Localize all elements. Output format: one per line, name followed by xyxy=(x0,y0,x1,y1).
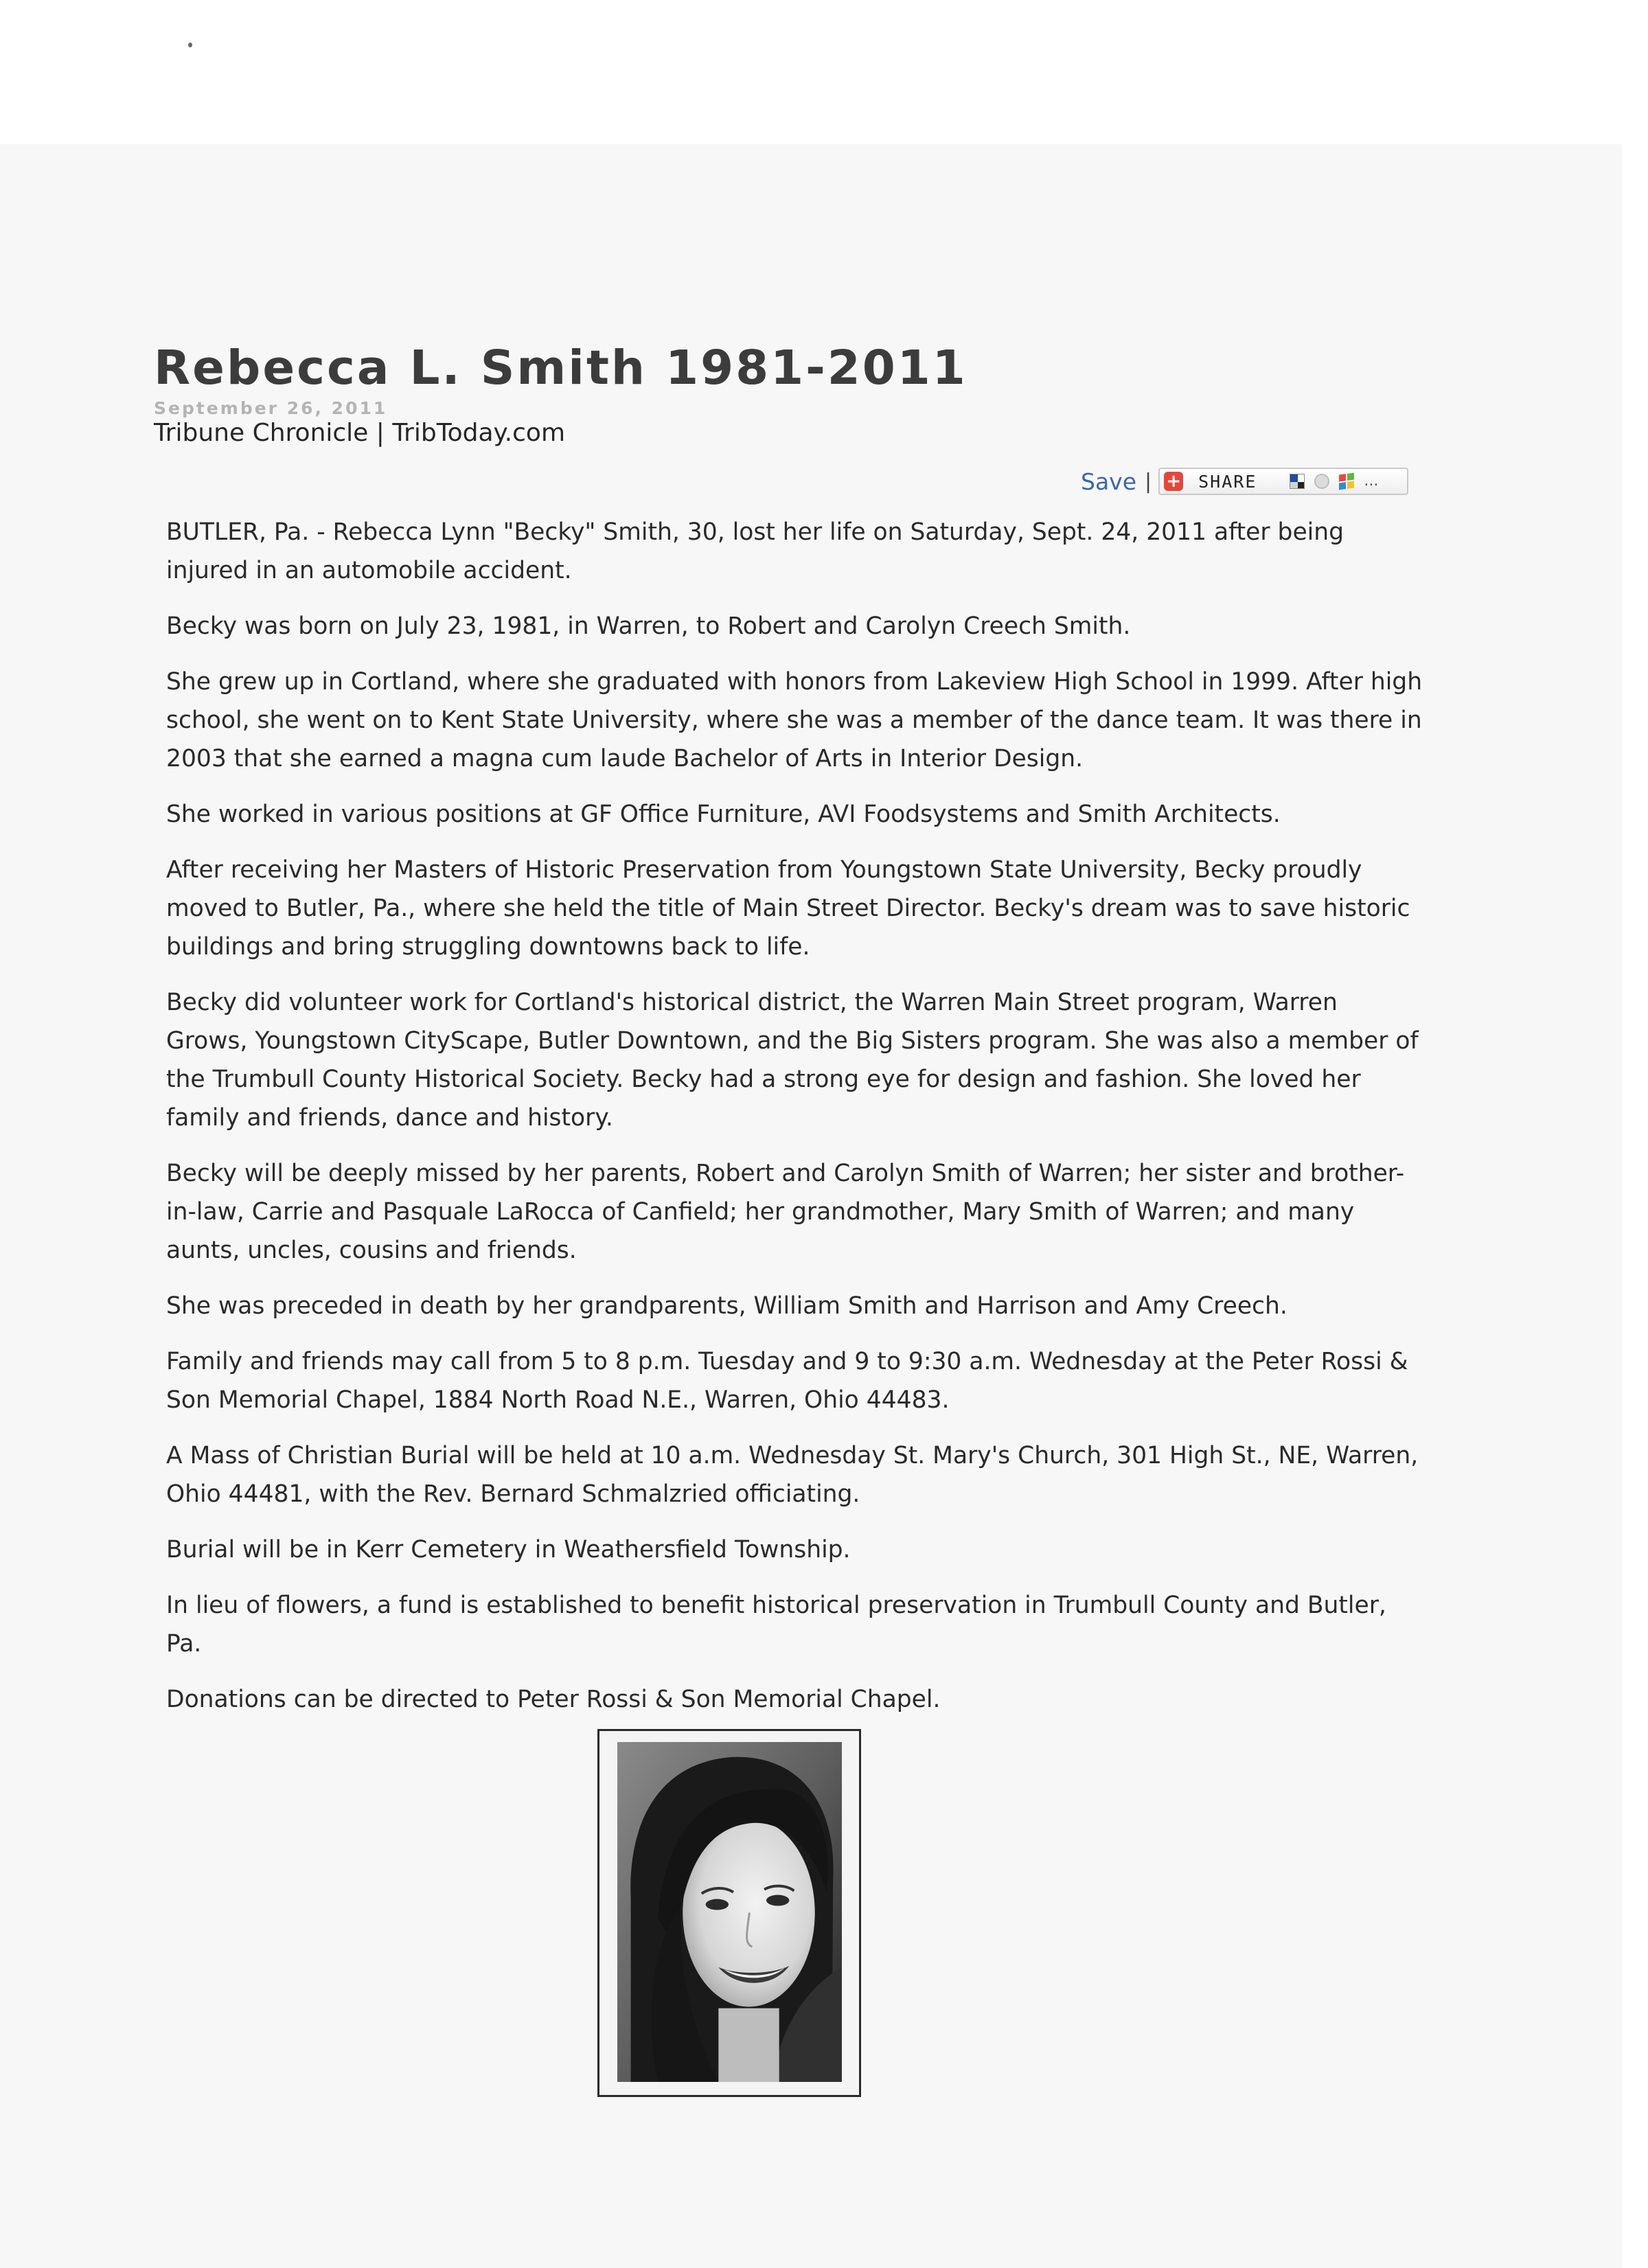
article-title: Rebecca L. Smith 1981-2011 xyxy=(154,341,968,396)
more-icon: ... xyxy=(1364,472,1379,490)
scan-top-margin xyxy=(0,0,1648,144)
save-link[interactable]: Save xyxy=(1081,468,1137,495)
article-body xyxy=(166,513,1423,1736)
article-date: September 26, 2011 xyxy=(154,398,388,418)
digg-icon xyxy=(1314,474,1329,489)
paragraph: In lieu of flowers, a fund is established to benefit historical preservation in Trumbull County and Butler, Pa. xyxy=(166,1592,1386,1658)
toolbar-separator: | xyxy=(1145,469,1152,494)
paragraph: Becky will be deeply missed by her parents, Robert and Carolyn Smith of Warren; her sister and brother-in-law, Carrie and Pasquale LaRocca of Canfield; her grandmother, Mary Smith of Warren; and many aunts, uncles, cousins and friends. xyxy=(166,1160,1405,1264)
paper-edge xyxy=(1622,144,1648,2268)
paragraph: A Mass of Christian Burial will be held at 10 a.m. Wednesday St. Mary's Church, 301 High St., NE, Warren, Ohio 44481, with the Rev. Bernard Schmalzried officiating. xyxy=(166,1442,1419,1508)
paragraph: She was preceded in death by her grandparents, William Smith and Harrison and Amy Creech. xyxy=(166,1292,1288,1320)
windows-live-icon xyxy=(1339,472,1354,490)
portrait-frame xyxy=(597,1729,861,2097)
plus-icon: + xyxy=(1164,472,1183,491)
article-source: Tribune Chronicle | TribToday.com xyxy=(154,419,566,447)
paragraph: After receiving her Masters of Historic Preservation from Youngstown State University, Becky proudly moved to Butler, Pa., where she held the title of Main Street Director. Becky's dream was to save historic buildings and bring struggling downtowns back to life. xyxy=(166,856,1410,961)
share-label: SHARE xyxy=(1198,471,1257,492)
paragraph: Family and friends may call from 5 to 8 p.m. Tuesday and 9 to 9:30 a.m. Wednesday at the Peter Rossi & Son Memorial Chapel, 1884 North Road N.E., Warren, Ohio 44483. xyxy=(166,1348,1408,1414)
delicious-icon xyxy=(1290,474,1305,489)
paragraph: Donations can be directed to Peter Rossi & Son Memorial Chapel. xyxy=(166,1686,941,1713)
paragraph: BUTLER, Pa. - Rebecca Lynn "Becky" Smith, 30, lost her life on Saturday, Sept. 24, 2011 after being injured in an automobile accident. xyxy=(166,518,1344,584)
paragraph: Burial will be in Kerr Cemetery in Weathersfield Township. xyxy=(166,1536,851,1563)
share-toolbar xyxy=(1081,466,1408,497)
paragraph: She worked in various positions at GF Office Furniture, AVI Foodsystems and Smith Architects. xyxy=(166,801,1281,828)
share-button[interactable] xyxy=(1158,468,1408,495)
portrait-photo xyxy=(617,1742,842,2082)
paragraph: Becky was born on July 23, 1981, in Warren, to Robert and Carolyn Creech Smith. xyxy=(166,612,1131,640)
scan-speck xyxy=(188,43,192,47)
paragraph: Becky did volunteer work for Cortland's historical district, the Warren Main Street program, Warren Grows, Youngstown CityScape, Butler Downtown, and the Big Sisters program. She was also a member of the Trumbull County Historical Society. Becky had a strong eye for design and fashion. She loved her family and friends, dance and history. xyxy=(166,989,1419,1132)
paragraph: She grew up in Cortland, where she graduated with honors from Lakeview High School in 1999. After high school, she went on to Kent State University, where she was a member of the dance team. It was there in 2003 that she earned a magna cum laude Bachelor of Arts in Interior Design. xyxy=(166,668,1423,772)
